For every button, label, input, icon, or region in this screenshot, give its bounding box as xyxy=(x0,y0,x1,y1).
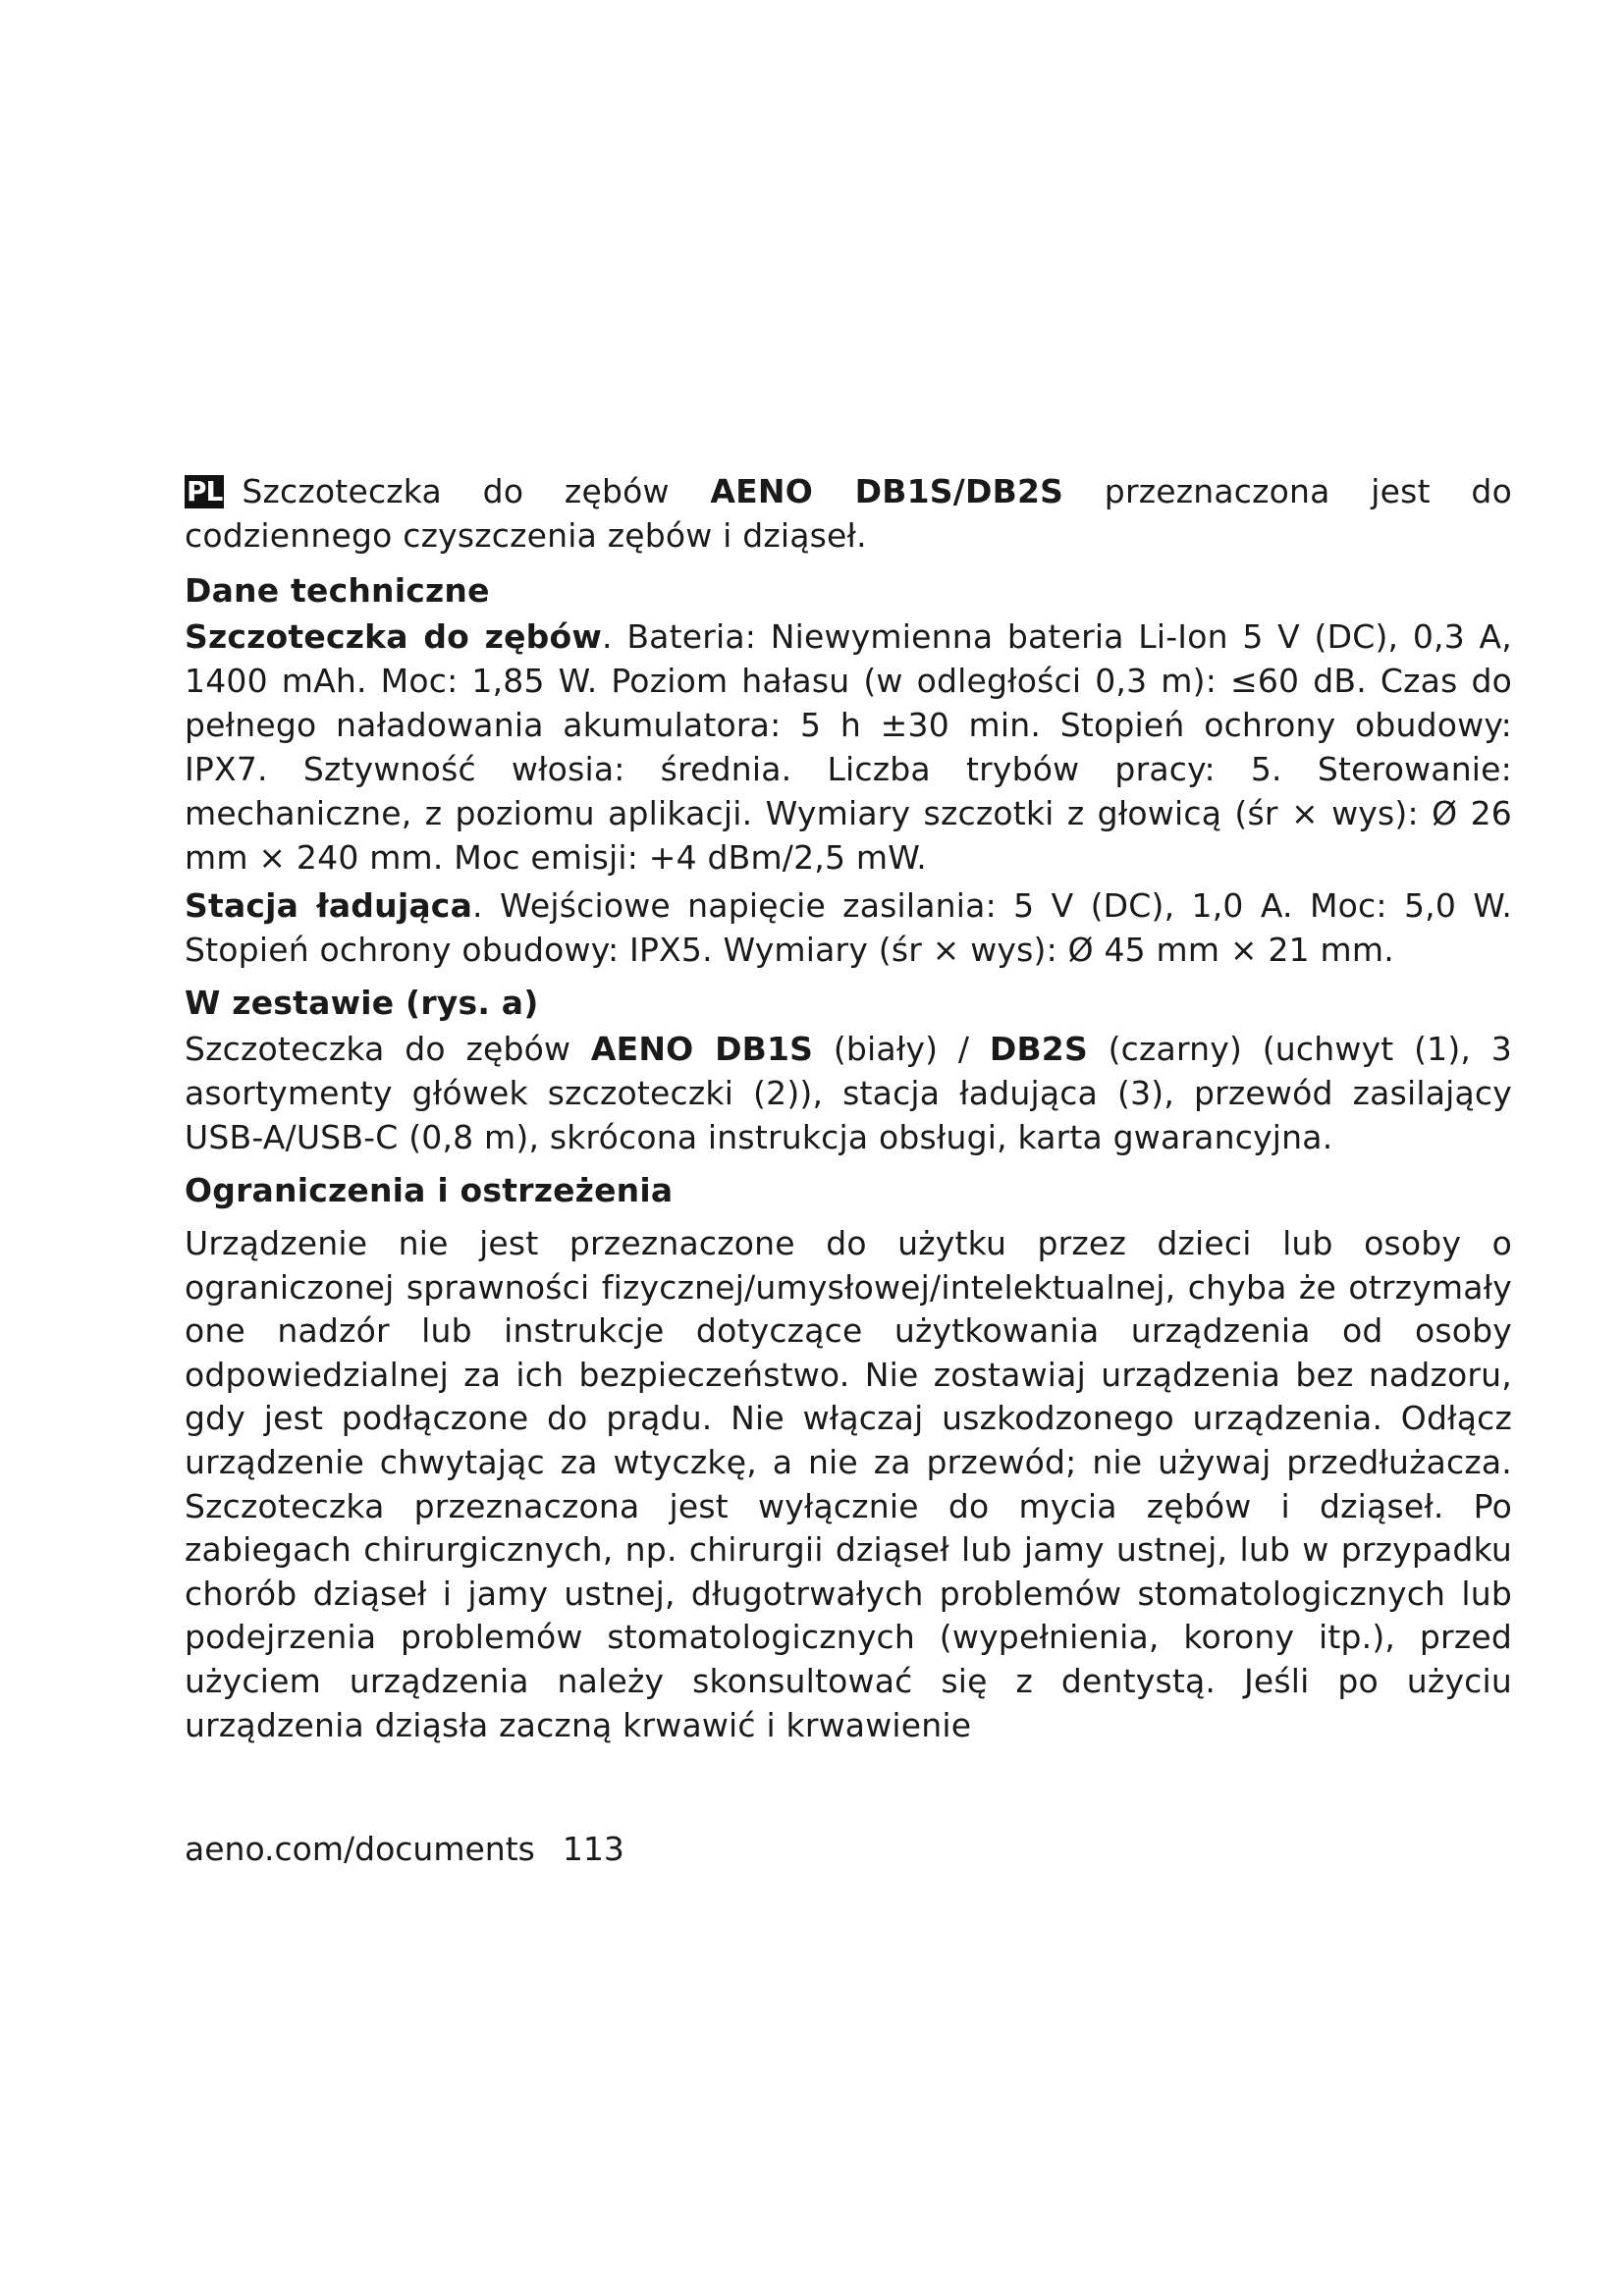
charging-station-specs xyxy=(185,883,1512,972)
package-text-2: (biały) / xyxy=(813,1030,990,1068)
toothbrush-text: . Bateria: Niewymienna bateria Li-Ion 5 V (DC), 0,3 A, 1400 mAh. Moc: 1,85 W. Poziom hałasu (w odległości 0,3 m): ≤60 dB. Czas do pełnego naładowania akumulatora: 5 h ±30 min. Stopień ochrony obudowy: IPX7. Sztywność włosia: średnia. Liczba trybów pracy: 5. Sterowanie: mechaniczne, z poziomu aplikacji. Wymiary szczotki z głowicą (śr × wys): Ø 26 mm × 240 mm. Moc emisji: +4 dBm/2,5 mW. xyxy=(185,617,1512,877)
charging-station-text: . Wejściowe napięcie zasilania: 5 V (DC), 1,0 A. Moc: 5,0 W. Stopień ochrony obudowy: IPX5. Wymiary (śr × wys): Ø 45 mm × 21 mm. xyxy=(185,886,1513,969)
package-model-2: DB2S xyxy=(989,1030,1088,1068)
page-number: 113 xyxy=(562,1830,624,1868)
page-footer xyxy=(185,1828,624,1871)
language-badge: PL xyxy=(187,475,223,507)
package-text-1: Szczoteczka do zębów xyxy=(185,1030,591,1068)
document-body xyxy=(185,469,1512,1747)
toothbrush-label: Szczoteczka do zębów xyxy=(185,617,603,656)
package-heading: W zestawie (rys. a) xyxy=(185,984,539,1022)
intro-paragraph xyxy=(185,469,1512,558)
footer-url: aeno.com/documents xyxy=(185,1830,535,1868)
intro-text-after: przeznaczona jest do codziennego czyszczenia zębów i dziąseł. xyxy=(185,472,1512,555)
package-contents xyxy=(185,1027,1512,1159)
intro-text-before: Szczoteczka do zębów xyxy=(242,472,711,510)
charging-station-label: Stacja ładująca xyxy=(185,886,473,925)
technical-data-heading: Dane techniczne xyxy=(185,571,490,610)
package-text-3: (czarny) (uchwyt (1), 3 asortymenty główek szczoteczki (2)), stacja ładująca (3), przewód zasilający USB-A/USB-C (0,8 m), skrócona instrukcja obsługi, karta gwarancyjna. xyxy=(185,1030,1512,1156)
restrictions-heading: Ograniczenia i ostrzeżenia xyxy=(185,1171,674,1209)
toothbrush-specs xyxy=(185,614,1512,880)
restrictions-text: Urządzenie nie jest przeznaczone do użytku przez dzieci lub osoby o ograniczonej sprawności fizycznej/umysłowej/intelektualnej, chyba że otrzymały one nadzór lub instrukcje dotyczące użytkowania urządzenia od osoby odpowiedzialnej za ich bezpieczeństwo. Nie zostawiaj urządzenia bez nadzoru, gdy jest podłączone do prądu. Nie włączaj uszkodzonego urządzenia. Odłącz urządzenie chwytając za wtyczkę, a nie za przewód; nie używaj przedłużacza. Szczoteczka przeznaczona jest wyłącznie do mycia zębów i dziąseł. Po zabiegach chirurgicznych, np. chirurgii dziąseł lub jamy ustnej, lub w przypadku chorób dziąseł i jamy ustnej, długotrwałych problemów stomatologicznych lub podejrzenia problemów stomatologicznych (wypełnienia, korony itp.), przed użyciem urządzenia należy skonsultować się z dentystą. Jeśli po użyciu urządzenia dziąsła zaczną krwawić i krwawienie xyxy=(185,1224,1512,1744)
intro-model: AENO DB1S/DB2S xyxy=(710,472,1064,510)
package-brand-model-1: AENO DB1S xyxy=(590,1030,814,1068)
